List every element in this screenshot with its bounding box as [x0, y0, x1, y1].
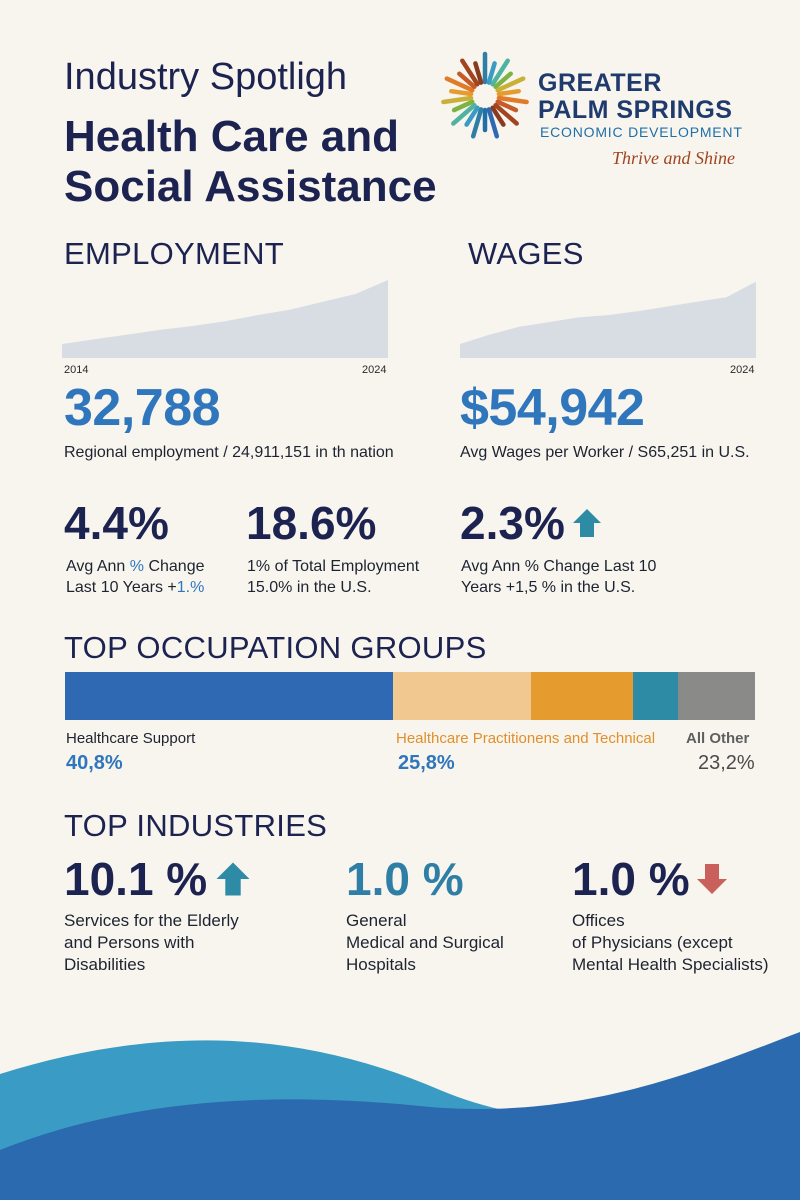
employment-change-caption — [66, 556, 205, 598]
logo-tagline: Thrive and Shine — [612, 148, 735, 168]
industry-description — [572, 910, 769, 976]
wages-caption: Avg Wages per Worker / S65,251 in U.S. — [460, 444, 750, 461]
wages-heading: WAGES — [468, 236, 584, 271]
industry-value-row — [346, 852, 504, 906]
title-line-2: Social Assistance — [64, 162, 437, 211]
employment-share-line-1: 1% of Total Employment — [247, 558, 420, 575]
occupation-label-all-other: All Other — [686, 730, 750, 747]
employment-share-value: 18.6% — [246, 497, 377, 549]
wage-change-value: 2.3% — [460, 497, 565, 549]
industry-desc-line: Medical and Surgical — [346, 933, 504, 952]
emp-change-text-a: Avg Ann — [66, 558, 130, 575]
arrow-up-icon — [211, 857, 255, 901]
industry-desc-line: and Persons with — [64, 933, 195, 952]
occupation-label-healthcare-support: Healthcare Support — [66, 730, 196, 747]
industry-description — [346, 910, 504, 976]
page-title — [64, 112, 437, 212]
wages-value: $54,942 — [460, 379, 645, 437]
occupation-pct-healthcare-support: 40,8% — [66, 752, 123, 774]
decorative-wave-footer — [0, 1030, 800, 1200]
logo-ray — [499, 91, 519, 94]
emp-change-text-b: Change — [144, 558, 205, 575]
logo-ray — [451, 91, 471, 94]
industry-description — [64, 910, 255, 976]
logo-name-line-2: PALM SPRINGS — [538, 96, 733, 124]
sunburst-logo-icon — [440, 44, 530, 144]
employment-trend-chart — [62, 276, 388, 358]
occupation-bar-segment — [531, 672, 633, 720]
arrow-down-icon — [692, 859, 732, 899]
employment-caption: Regional employment / 24,911,151 in th nation — [64, 444, 394, 461]
occupation-bar-segment — [393, 672, 531, 720]
industry-value-row — [64, 852, 255, 906]
logo-ray — [499, 98, 527, 102]
logo-name-line-1: GREATER — [538, 69, 662, 97]
industry-desc-line: Hospitals — [346, 955, 416, 974]
arrow-up-icon — [567, 503, 607, 543]
wages-year-end: 2024 — [730, 364, 755, 376]
occupation-pct-practitioners: 25,8% — [398, 752, 455, 774]
wage-change — [460, 496, 607, 550]
wages-trend-chart — [460, 276, 756, 358]
industry-desc-line: Mental Health Specialists) — [572, 955, 769, 974]
employment-share-line-2: 15.0% in the U.S. — [247, 579, 372, 596]
industry-item — [572, 852, 769, 976]
industry-desc-line: of Physicians (except — [572, 933, 733, 952]
wage-change-caption — [461, 556, 656, 598]
industry-value-row — [572, 852, 769, 906]
employment-change-line-1 — [66, 556, 205, 577]
employment-change-line-2 — [66, 577, 205, 598]
industry-desc-line: Services for the Elderly — [64, 911, 239, 930]
employment-trend-area — [62, 280, 388, 358]
industries-heading: TOP INDUSTRIES — [64, 808, 328, 843]
logo-name — [538, 70, 732, 124]
occupation-stacked-bar — [65, 672, 755, 720]
occupation-bar-segment — [65, 672, 393, 720]
emp-change-highlight-b: 1.% — [176, 579, 205, 596]
occupation-bar-segment — [633, 672, 678, 720]
spotlight-heading: Industry Spotligh — [64, 56, 348, 98]
industry-desc-line: Disabilities — [64, 955, 146, 974]
employment-heading: EMPLOYMENT — [64, 236, 285, 271]
occupation-pct-all-other: 23,2% — [698, 752, 755, 774]
industry-item — [346, 852, 504, 976]
employment-change-value: 4.4% — [64, 497, 169, 549]
emp-change-text-c: Last 10 Years + — [66, 579, 177, 596]
wage-change-line-1: Avg Ann % Change Last 10 — [461, 558, 657, 575]
wage-change-line-2: Years +1,5 % in the U.S. — [461, 579, 636, 596]
industry-item — [64, 852, 255, 976]
industry-desc-line: Offices — [572, 911, 625, 930]
employment-year-start: 2014 — [64, 364, 89, 376]
wages-trend-area — [460, 282, 756, 358]
industry-desc-line: General — [346, 911, 407, 930]
emp-change-highlight-a: % — [129, 558, 144, 575]
logo-ray — [443, 98, 471, 102]
occupation-label-practitioners: Healthcare Practitionens and Technical — [396, 730, 656, 747]
industry-value: 1.0 % — [346, 853, 464, 905]
occupations-heading: TOP OCCUPATION GROUPS — [64, 630, 487, 665]
employment-value: 32,788 — [64, 379, 221, 437]
employment-year-end: 2024 — [362, 364, 387, 376]
logo-subtitle: ECONOMIC DEVELOPMENT — [540, 124, 743, 140]
employment-share-caption — [247, 556, 419, 598]
title-line-1: Health Care and — [64, 112, 399, 161]
occupation-bar-segment — [678, 672, 755, 720]
industry-value: 10.1 % — [64, 853, 208, 905]
industry-value: 1.0 % — [572, 853, 690, 905]
